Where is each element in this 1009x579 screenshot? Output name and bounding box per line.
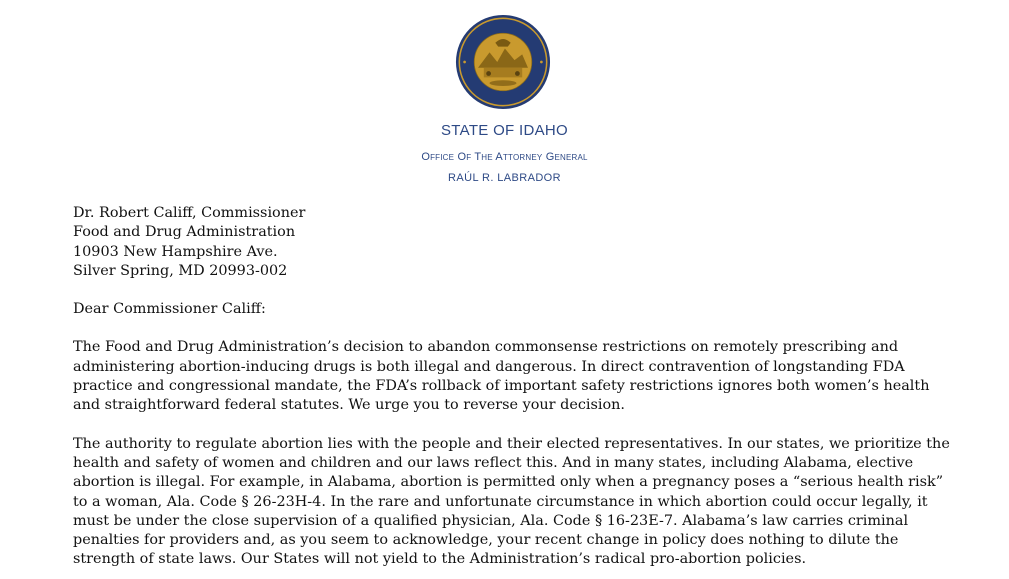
paragraph: The Food and Drug Administration’s decision to abandon commonsense restrictions on remotely prescribing and administering abortion-inducing drugs is both illegal and dangerous. In direct contravention of longstanding FDA practice and congressional mandate, the FDA’s rollback of important safety restrictions ignores both women’s health and straightforward federal statutes. We urge you to reverse your decision. bbox=[73, 339, 930, 414]
address-line: 10903 New Hampshire Ave. bbox=[73, 243, 278, 260]
address-line: Dr. Robert Califf, Commissioner bbox=[73, 205, 306, 221]
state-name: STATE OF IDAHO bbox=[441, 122, 568, 139]
recipient-address bbox=[73, 204, 953, 281]
address-line: Silver Spring, MD 20993-002 bbox=[73, 262, 288, 279]
office-name: Office Of The Attorney General bbox=[421, 151, 588, 163]
great-seal-of-idaho-icon bbox=[455, 14, 551, 110]
salutation: Dear Commissioner Califf: bbox=[73, 301, 266, 318]
attorney-general-name: RAÚL R. LABRADOR bbox=[448, 172, 561, 184]
letter-body bbox=[73, 204, 953, 570]
paragraph: The authority to regulate abortion lies with the people and their elected representatives. In our states, we prioritize the health and safety of women and children and our laws reflect this. And in many states, including Alabama, elective abortion is illegal. For example, in Alabama, abortion is permitted only when a pregnancy poses a “serious health risk” to a woman, Ala. Code § 26-23H-4. In the rare and unfortunate circumstance in which abortion could occur legally, it must be under the close supervision of a qualified physician, Ala. Code § 16-23E-7. Alabama’s law carries criminal penalties for providers and, as you seem to acknowledge, your recent change in policy does nothing to dilute the strength of state laws. Our States will not yield to the Administration’s radical pro-abortion policies. bbox=[73, 435, 950, 568]
address-line: Food and Drug Administration bbox=[73, 224, 296, 241]
letterhead bbox=[0, 0, 1009, 200]
